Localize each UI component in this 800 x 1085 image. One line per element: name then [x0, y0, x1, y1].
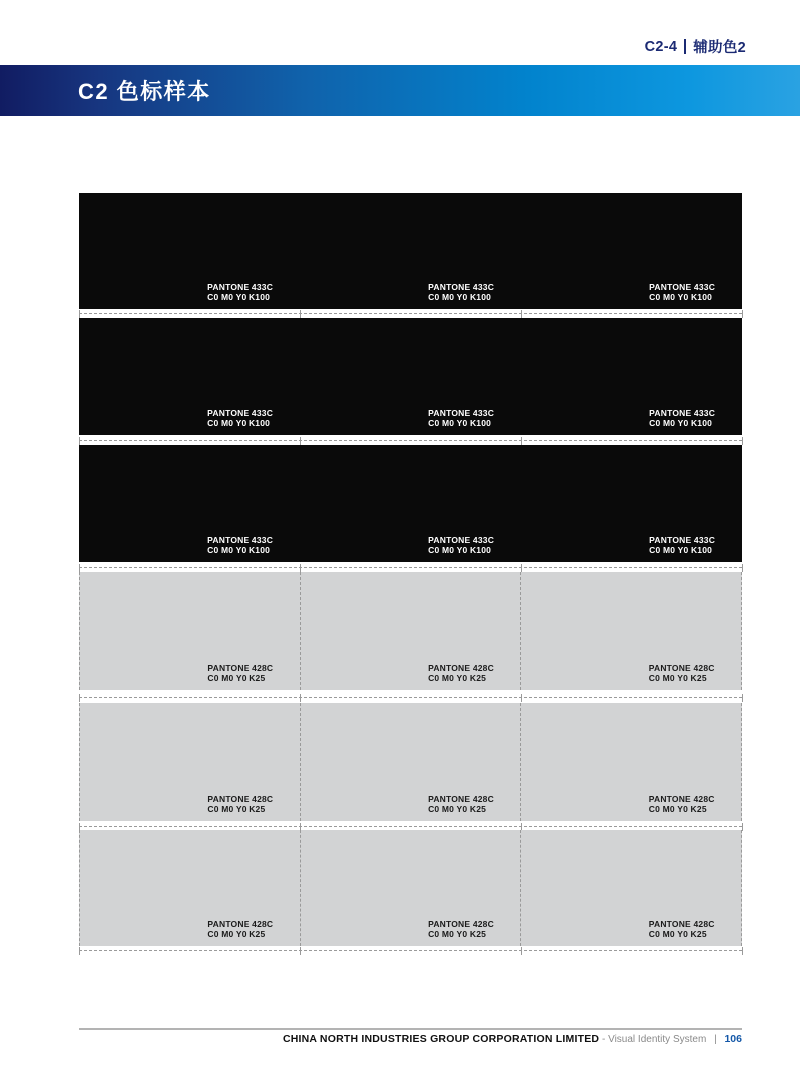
- tick-mark: [742, 947, 743, 955]
- cut-line: [79, 313, 742, 314]
- footer-divider: |: [714, 1034, 717, 1045]
- pantone-name: PANTONE 428C: [207, 918, 274, 929]
- cmyk-value: C0 M0 Y0 K100: [649, 417, 713, 428]
- color-swatch: [520, 703, 741, 821]
- cmyk-value: C0 M0 Y0 K100: [428, 417, 492, 428]
- color-swatch: [300, 830, 521, 946]
- tick-mark: [521, 694, 522, 702]
- swatch-label: [428, 282, 494, 302]
- cmyk-value: C0 M0 Y0 K25: [207, 803, 266, 814]
- cut-line: [79, 440, 742, 441]
- color-swatch: [79, 572, 300, 690]
- tick-mark: [300, 310, 301, 318]
- swatch-label: [649, 919, 715, 939]
- pantone-name: PANTONE 433C: [649, 407, 716, 418]
- section-divider-bar: [684, 39, 686, 54]
- tick-mark: [521, 310, 522, 318]
- swatch-label: [207, 408, 273, 428]
- tick-mark: [742, 437, 743, 445]
- tick-mark: [79, 437, 80, 445]
- swatch-label: [207, 282, 273, 302]
- pantone-name: PANTONE 433C: [207, 281, 274, 292]
- page-number: 106: [724, 1033, 742, 1045]
- tick-mark: [300, 694, 301, 702]
- color-swatch: [521, 318, 742, 435]
- cmyk-value: C0 M0 Y0 K25: [207, 672, 266, 683]
- cut-line: [79, 826, 742, 827]
- color-swatch: [300, 445, 521, 562]
- color-swatch: [79, 703, 300, 821]
- cmyk-value: C0 M0 Y0 K25: [428, 672, 487, 683]
- pantone-name: PANTONE 433C: [428, 534, 495, 545]
- company-name: CHINA NORTH INDUSTRIES GROUP CORPORATION LIMITED: [282, 1033, 600, 1045]
- color-swatch-row: [79, 445, 742, 562]
- page-title: C2 色标样本: [78, 79, 211, 104]
- cmyk-value: C0 M0 Y0 K25: [648, 672, 707, 683]
- pantone-name: PANTONE 428C: [648, 793, 715, 804]
- swatch-label: [428, 794, 494, 814]
- cmyk-value: C0 M0 Y0 K25: [428, 928, 487, 939]
- color-swatch-row: [79, 830, 742, 946]
- pantone-name: PANTONE 428C: [428, 918, 494, 929]
- swatch-label: [649, 794, 715, 814]
- color-swatch: [79, 830, 300, 946]
- color-swatch: [300, 572, 521, 690]
- tick-mark: [300, 947, 301, 955]
- swatch-label: [649, 408, 715, 428]
- cmyk-value: C0 M0 Y0 K25: [428, 803, 487, 814]
- color-swatch: [520, 830, 741, 946]
- pantone-name: PANTONE 428C: [648, 662, 715, 673]
- section-title: 辅助色2: [693, 40, 746, 56]
- tick-mark: [742, 564, 743, 572]
- cmyk-value: C0 M0 Y0 K100: [649, 544, 713, 555]
- pantone-name: PANTONE 433C: [207, 407, 274, 418]
- footer-dash: -: [601, 1034, 606, 1045]
- color-swatch: [300, 318, 521, 435]
- color-swatch-row: [79, 193, 742, 309]
- tick-mark: [79, 694, 80, 702]
- tick-mark: [742, 694, 743, 702]
- cmyk-value: C0 M0 Y0 K25: [648, 803, 707, 814]
- tick-mark: [742, 823, 743, 831]
- color-swatch-row: [79, 572, 742, 690]
- color-swatch: [79, 193, 300, 309]
- tick-mark: [79, 310, 80, 318]
- swatch-label: [207, 794, 273, 814]
- pantone-name: PANTONE 428C: [648, 918, 715, 929]
- swatch-label: [649, 663, 715, 683]
- tick-mark: [300, 437, 301, 445]
- cmyk-value: C0 M0 Y0 K25: [207, 928, 266, 939]
- pantone-name: PANTONE 428C: [428, 662, 494, 673]
- swatch-label: [428, 408, 494, 428]
- footer: [283, 1033, 742, 1045]
- color-swatch: [300, 703, 521, 821]
- cmyk-value: C0 M0 Y0 K100: [428, 291, 492, 302]
- tick-mark: [300, 564, 301, 572]
- color-swatch: [79, 318, 300, 435]
- tick-mark: [742, 310, 743, 318]
- cmyk-value: C0 M0 Y0 K100: [207, 417, 271, 428]
- pantone-name: PANTONE 433C: [207, 534, 274, 545]
- pantone-name: PANTONE 433C: [649, 281, 716, 292]
- color-swatch-row: [79, 703, 742, 821]
- cmyk-value: C0 M0 Y0 K100: [207, 291, 271, 302]
- footer-rule: [79, 1028, 742, 1030]
- pantone-name: PANTONE 428C: [207, 662, 274, 673]
- cmyk-value: C0 M0 Y0 K100: [207, 544, 271, 555]
- section-code: C2-4: [644, 38, 678, 55]
- title-banner: [0, 65, 800, 116]
- color-swatch: [300, 193, 521, 309]
- pantone-name: PANTONE 428C: [428, 793, 494, 804]
- swatch-label: [649, 535, 715, 555]
- cmyk-value: C0 M0 Y0 K100: [649, 291, 713, 302]
- tick-mark: [521, 947, 522, 955]
- color-swatch: [520, 572, 741, 690]
- cut-line: [79, 950, 742, 951]
- tick-mark: [79, 947, 80, 955]
- color-swatch-row: [79, 318, 742, 435]
- swatch-label: [428, 919, 494, 939]
- system-name: Visual Identity System: [608, 1034, 707, 1045]
- color-swatch: [79, 445, 300, 562]
- pantone-name: PANTONE 433C: [428, 407, 495, 418]
- tick-mark: [79, 564, 80, 572]
- swatch-label: [428, 663, 494, 683]
- swatch-label: [649, 282, 715, 302]
- tick-mark: [521, 564, 522, 572]
- pantone-name: PANTONE 433C: [649, 534, 716, 545]
- cut-line: [79, 697, 742, 698]
- tick-mark: [521, 437, 522, 445]
- section-label: [645, 36, 746, 57]
- cut-line: [79, 567, 742, 568]
- swatch-label: [428, 535, 494, 555]
- pantone-name: PANTONE 433C: [428, 281, 495, 292]
- swatch-label: [207, 535, 273, 555]
- color-swatch: [521, 193, 742, 309]
- pantone-name: PANTONE 428C: [207, 793, 274, 804]
- cmyk-value: C0 M0 Y0 K25: [648, 928, 707, 939]
- swatch-label: [207, 919, 273, 939]
- swatch-label: [207, 663, 273, 683]
- color-swatch: [521, 445, 742, 562]
- cmyk-value: C0 M0 Y0 K100: [428, 544, 492, 555]
